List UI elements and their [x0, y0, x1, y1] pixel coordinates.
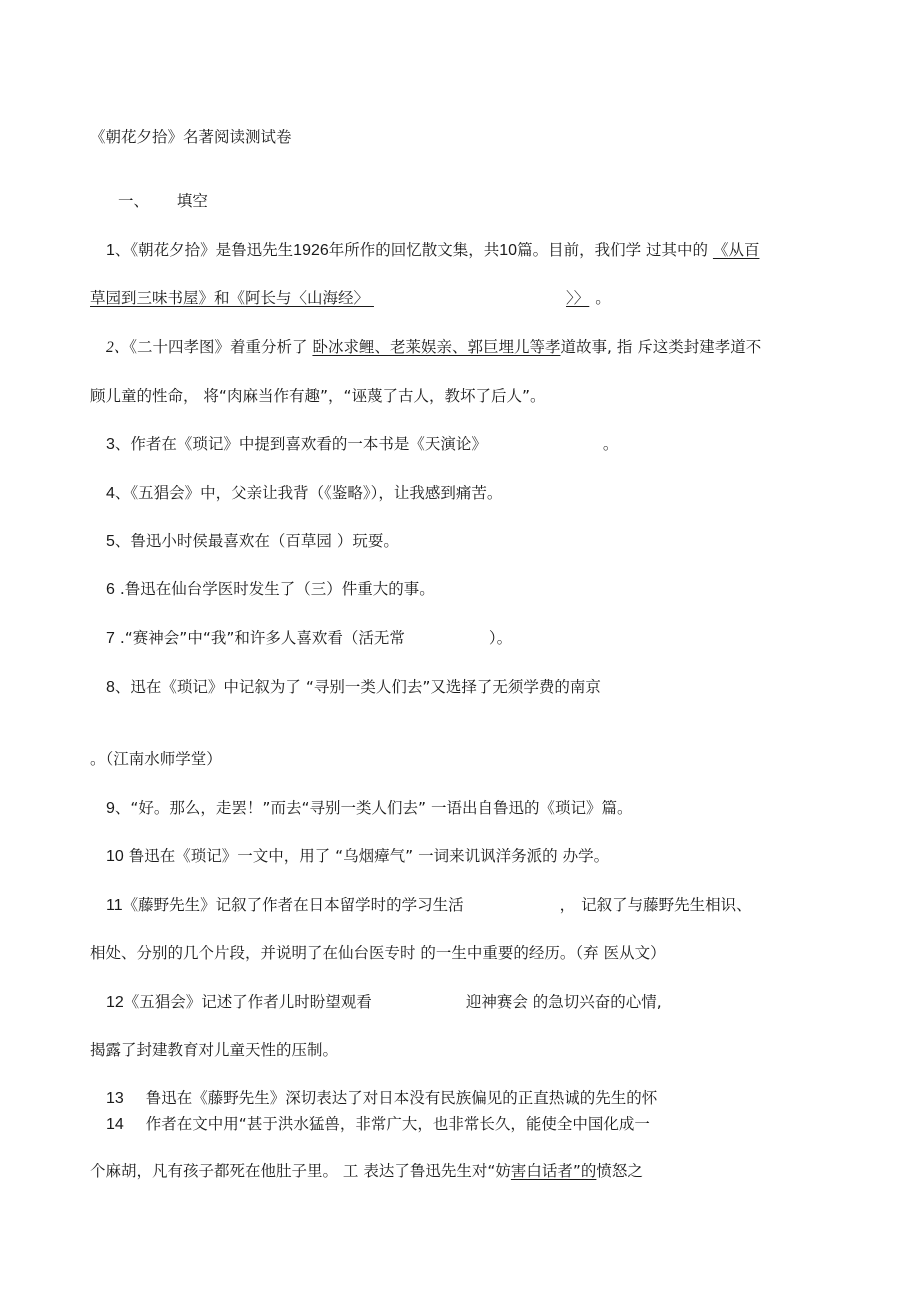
question-number: 9	[106, 800, 115, 817]
question-12-line-2: 揭露了封建教育对儿童天性的压制。	[90, 1041, 339, 1059]
section-title: 填空	[176, 192, 208, 210]
question-8-line-2: 。（江南水师学堂）	[90, 750, 222, 768]
question-4: 4、《五猖会》中，父亲让我背（《鉴略》），让我感到痛苦。	[106, 484, 503, 502]
question-3: 3、作者在《琐记》中提到喜欢看的一本书是《天演论》 。	[106, 435, 619, 453]
question-5: 5、鲁迅小时侯最喜欢在（百草园 ）玩耍。	[106, 532, 399, 550]
question-number: 7	[106, 630, 115, 647]
section-label: 一、	[118, 192, 150, 210]
question-1-line-1: 1、《朝花夕拾》是鲁迅先生1926年所作的回忆散文集，共10篇。目前，我们学 过其中的 《从百	[106, 241, 760, 259]
page-title: 《朝花夕拾》名著阅读测试卷	[90, 128, 292, 146]
question-number: 8	[106, 679, 115, 696]
question-6: 6 .鲁迅在仙台学医时发生了（三）件重大的事。	[106, 580, 435, 598]
answer-text: 卧冰求鲤、老莱娱亲、郭巨埋儿等孝	[312, 338, 561, 356]
answer-blank	[369, 288, 566, 308]
question-11-line-1: 11《藤野先生》记叙了作者在日本留学时的学习生活 ， 记叙了与藤野先生相识、	[106, 896, 752, 914]
question-7: 7 .“赛神会”中“我”和许多人喜欢看（活无常 ）。	[106, 629, 513, 647]
answer-text: 〉〉	[566, 289, 590, 307]
question-13: 13 鲁迅在《藤野先生》深切表达了对日本没有民族偏见的正直热诚的先生的怀	[106, 1089, 658, 1107]
question-number: 14	[106, 1116, 124, 1133]
answer-text: 害白话者”的	[510, 1162, 597, 1180]
question-number: 11	[106, 897, 123, 914]
question-11-line-2: 相处、分别的几个片段，并说明了在仙台医专时 的一生中重要的经历。（弃 医从文）	[90, 944, 666, 962]
question-number: 5	[106, 533, 115, 550]
question-14-line-2: 个麻胡，凡有孩子都死在他肚子里。 工 表达了鲁迅先生对“妨害白话者”的愤怒之	[90, 1162, 643, 1180]
question-number: 6	[106, 581, 115, 598]
question-number: 4	[106, 485, 115, 502]
question-10: 10 鲁迅在《琐记》一文中，用了 “乌烟瘴气” 一词来讥讽洋务派的 办学。	[106, 847, 610, 865]
question-2-line-1: 2、《二十四孝图》着重分析了 卧冰求鲤、老莱娱亲、郭巨埋儿等孝道故事, 指 斥这类封建孝道不	[106, 338, 762, 356]
question-number: 12	[106, 994, 124, 1011]
question-number: 2、	[106, 339, 130, 356]
question-12-line-1: 12《五猖会》记述了作者儿时盼望观看 迎神赛会 的急切兴奋的心情,	[106, 993, 662, 1011]
answer-text: 草园到三味书屋》和《阿长与〈山海经〉	[90, 289, 370, 307]
question-number: 10	[106, 848, 124, 865]
section-heading	[118, 191, 208, 211]
question-9: 9、“好。那么，走罢！”而去“寻别一类人们去” 一语出自鲁迅的《琐记》篇。	[106, 799, 633, 817]
question-number: 3	[106, 436, 115, 453]
question-2-line-2: 顾儿童的性命， 将“肉麻当作有趣”，“诬蔑了古人，教坏了后人”。	[90, 387, 546, 405]
question-number: 1	[106, 242, 115, 259]
question-number: 13	[106, 1090, 124, 1107]
question-14-line-1: 14 作者在文中用“甚于洪水猛兽，非常广大，也非常长久，能使全中国化成一	[106, 1115, 650, 1133]
answer-text: 《从百	[712, 241, 760, 259]
question-1-line-2: 草园到三味书屋》和《阿长与〈山海经〉 〉〉 。	[90, 289, 611, 307]
question-8-line-1: 8、迅在《琐记》中记叙为了 “寻别一类人们去”又选择了无须学费的南京	[106, 678, 601, 696]
